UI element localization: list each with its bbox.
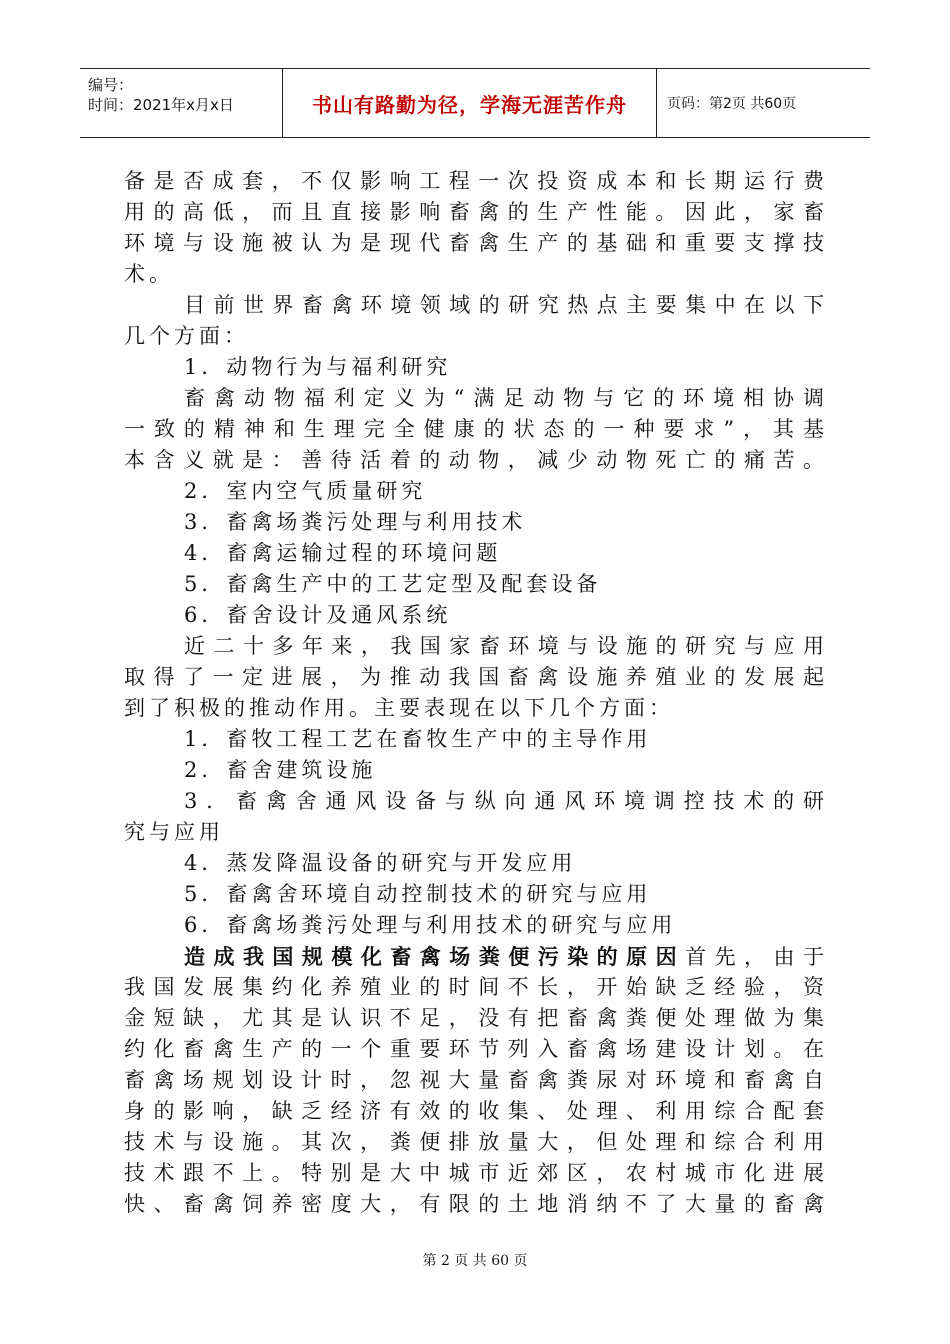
body-line: 取得了一定进展，为推动我国畜禽设施养殖业的发展起 (124, 665, 824, 689)
document-time: 时间：2021年x月x日 (88, 96, 234, 114)
list-item: 1．畜牧工程工艺在畜牧生产中的主导作用 (184, 727, 652, 751)
document-body (124, 166, 824, 1220)
header-motto: 书山有路勤为径，学海无涯苦作舟 (282, 69, 657, 137)
body-line: 身的影响，缺乏经济有效的收集、处理、利用综合配套 (124, 1099, 824, 1123)
body-line: 用的高低，而且直接影响畜禽的生产性能。因此，家畜 (124, 200, 824, 224)
body-line: 畜禽动物福利定义为“满足动物与它的环境相协调 (184, 386, 824, 410)
body-line: 技术跟不上。特别是大中城市近郊区，农村城市化进展 (124, 1161, 824, 1185)
body-line: 技术与设施。其次，粪便排放量大，但处理和综合利用 (124, 1130, 824, 1154)
section-heading: 造成我国规模化畜禽场粪便污染的原因 (184, 944, 686, 969)
body-line: 几个方面： (124, 324, 249, 348)
body-line: 金短缺，尤其是认识不足，没有把畜禽粪便处理做为集 (124, 1006, 824, 1030)
section-heading-line (124, 941, 824, 972)
body-line: 目前世界畜禽环境领域的研究热点主要集中在以下 (184, 293, 824, 317)
body-line: 本含义就是：善待活着的动物，减少动物死亡的痛苦。 (124, 448, 824, 472)
list-item: 1．动物行为与福利研究 (184, 355, 452, 379)
body-line: 约化畜禽生产的一个重要环节列入畜禽场建设计划。在 (124, 1037, 824, 1061)
body-line: 备是否成套，不仅影响工程一次投资成本和长期运行费 (124, 169, 824, 193)
list-item: 5．畜禽生产中的工艺定型及配套设备 (184, 572, 602, 596)
heading-continuation: 首先，由于 (685, 945, 824, 969)
body-line: 畜禽场规划设计时，忽视大量畜禽粪尿对环境和畜禽自 (124, 1068, 824, 1092)
list-item: 3．畜禽舍通风设备与纵向通风环境调控技术的研 (184, 789, 824, 813)
list-item: 4．蒸发降温设备的研究与开发应用 (184, 851, 577, 875)
list-item: 2．室内空气质量研究 (184, 479, 427, 503)
header-page-info: 页码：第2页 共60页 (667, 96, 797, 112)
body-line: 我国发展集约化养殖业的时间不长，开始缺乏经验，资 (124, 975, 824, 999)
body-line: 究与应用 (124, 820, 224, 844)
body-line: 到了积极的推动作用。主要表现在以下几个方面： (124, 696, 674, 720)
header-meta (80, 69, 282, 137)
document-number: 编号： (88, 76, 134, 94)
body-line: 环境与设施被认为是现代畜禽生产的基础和重要支撑技 (124, 231, 824, 255)
list-item: 3．畜禽场粪污处理与利用技术 (184, 510, 527, 534)
body-line: 术。 (124, 262, 174, 286)
page-footer: 第 2 页 共 60 页 (422, 1253, 528, 1269)
body-line: 近二十多年来，我国家畜环境与设施的研究与应用 (184, 634, 824, 658)
list-item: 2．畜舍建筑设施 (184, 758, 377, 782)
list-item: 6．畜舍设计及通风系统 (184, 603, 452, 627)
list-item: 4．畜禽运输过程的环境问题 (184, 541, 502, 565)
list-item: 6．畜禽场粪污处理与利用技术的研究与应用 (184, 913, 677, 937)
body-line: 快、畜禽饲养密度大，有限的土地消纳不了大量的畜禽 (124, 1192, 824, 1216)
list-item: 5．畜禽舍环境自动控制技术的研究与应用 (184, 882, 652, 906)
body-line: 一致的精神和生理完全健康的状态的一种要求”，其基 (124, 417, 824, 441)
page-header (80, 68, 870, 138)
